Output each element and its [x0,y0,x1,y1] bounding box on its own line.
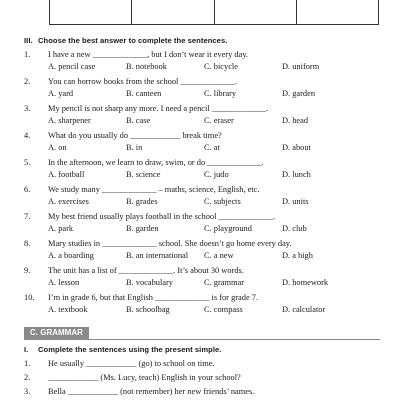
option-c: C. playground [204,224,252,233]
question-text: Mary studies in _____________ school. She doesn’t go home every day. [48,239,292,248]
question-number: 2. [24,77,31,86]
question-item [24,76,394,103]
question-number: 10. [24,293,35,302]
question-number: 4. [24,131,31,140]
option-c: C. grammar [204,278,245,287]
option-a: A. textbook [48,305,88,314]
question-list [24,49,394,319]
option-c: C. judo [204,170,229,179]
question-number: 3. [24,104,31,113]
answer-table-remnant [49,0,379,25]
table-cell [215,0,297,24]
option-d: D. club [282,224,307,233]
question-text: My best friend usually plays football in the school _____________. [48,212,276,221]
option-b: B. case [126,116,151,125]
section-3-number: III. [24,36,33,45]
question-text: We study many _____________ – maths, science, English, etc. [48,185,260,194]
option-a: A. lesson [48,278,80,287]
option-c: C. eraser [204,116,234,125]
option-d: D. head [282,116,309,125]
option-b: B. an international [126,251,189,260]
option-c: C. a new [204,251,234,260]
question-text: My pencil is not sharp any more. I need a pencil _____________. [48,104,269,113]
sentence-number: 2. [24,373,31,382]
question-number: 5. [24,158,31,167]
sentence-number: 1. [24,359,31,368]
question-text: I have a new _____________, but I don’t wear it every day. [48,50,249,59]
question-text: I’m in grade 6, but that English _____________ is for grade 7. [48,293,259,302]
option-a: A. on [48,143,67,152]
option-b: B. garden [126,224,159,233]
option-a: A. park [48,224,74,233]
grammar-sentence [24,358,394,370]
grammar-sentence [24,386,394,398]
question-number: 6. [24,185,31,194]
option-d: D. about [282,143,311,152]
question-item [24,157,394,184]
option-d: D. lunch [282,170,311,179]
table-cell [297,0,378,24]
question-text: In the afternoon, we learn to draw, swim, or do _____________. [48,158,264,167]
table-cell [132,0,214,24]
option-c: C. library [204,89,237,98]
option-a: A. yard [48,89,74,98]
option-a: A. a boarding [48,251,94,260]
question-item [24,130,394,157]
grammar-sentence [24,372,394,384]
question-item [24,265,394,292]
option-a: A. exercises [48,197,89,206]
question-number: 9. [24,266,31,275]
table-cell [50,0,132,24]
grammar-part-1-instruction-text: Complete the sentences using the present simple. [38,345,222,354]
option-c: C. at [204,143,220,152]
option-a: A. pencil case [48,62,96,71]
question-number: 1. [24,50,31,59]
option-c: C. bicycle [204,62,238,71]
sentence-text: ____________ (Ms. Lucy, teach) English in your school? [48,373,241,382]
section-3-instruction [24,36,227,45]
option-a: A. sharpener [48,116,91,125]
option-b: B. schoolbag [126,305,170,314]
option-a: A. football [48,170,85,179]
question-number: 7. [24,212,31,221]
question-item [24,238,394,265]
option-b: B. in [126,143,143,152]
grammar-part-1-number: I. [24,345,29,354]
option-b: B. grades [126,197,158,206]
option-d: D. homework [282,278,329,287]
question-item [24,292,394,319]
option-d: D. uniform [282,62,320,71]
question-text: The unit has a list of _____________. It’s about 30 words. [48,266,244,275]
question-item [24,103,394,130]
option-b: B. notebook [126,62,167,71]
section-c-heading: C. GRAMMAR [24,327,89,339]
option-d: D. garden [282,89,316,98]
option-b: B. vocabulary [126,278,173,287]
sentence-number: 3. [24,387,31,396]
question-text: What do you usually do ____________ break time? [48,131,222,140]
option-c: C. subjects [204,197,241,206]
grammar-part-1-instruction [24,345,221,354]
question-text: You can borrow books from the school _____________. [48,77,237,86]
question-item [24,49,394,76]
option-c: C. compass [204,305,243,314]
question-item [24,184,394,211]
sentence-text: Bella ____________ (not remember) her new friends’ names. [48,387,255,396]
section-c-rule [24,339,380,340]
option-b: B. canteen [126,89,162,98]
question-number: 8. [24,239,31,248]
sentence-text: He usually ____________ (go) to school on time. [48,359,215,368]
option-b: B. science [126,170,161,179]
option-d: D. calculator [282,305,326,314]
option-d: D. units [282,197,309,206]
option-d: D. a high [282,251,313,260]
section-3-instruction-text: Choose the best answer to complete the sentences. [38,36,228,45]
question-item [24,211,394,238]
